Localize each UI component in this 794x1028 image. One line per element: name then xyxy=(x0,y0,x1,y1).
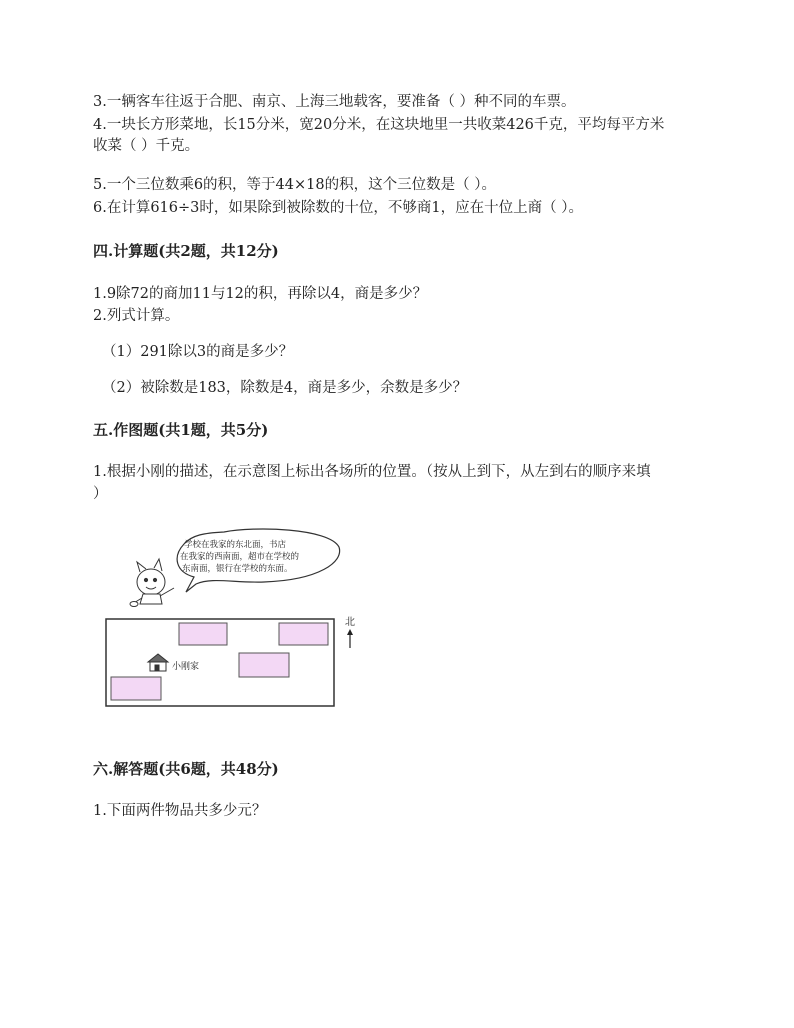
bubble-text-line2: 在我家的西南面，超市在学校的 xyxy=(180,552,300,562)
speech-bubble xyxy=(177,529,339,592)
answer-box-top-left xyxy=(179,623,227,645)
drawing-question-1-line2: ） xyxy=(93,486,108,502)
calc-question-1: 1.9除72的商加11与12的积，再除以4，商是多少？ xyxy=(93,286,428,302)
bubble-text-line3: 东南面，银行在学校的东面。 xyxy=(182,564,293,574)
north-arrow-icon xyxy=(347,629,353,648)
fill-question-6: 6.在计算616÷3时，如果除到被除数的十位，不够商1，应在十位上商（ ）。 xyxy=(93,200,583,216)
calc-question-2-part-1: （1）291除以3的商是多少？ xyxy=(102,344,294,360)
fill-question-3: 3.一辆客车往返于合肥、南京、上海三地载客，要准备（ ）种不同的车票。 xyxy=(93,94,576,110)
calc-question-2: 2.列式计算。 xyxy=(93,308,180,324)
answer-box-top-right xyxy=(279,623,328,645)
answer-question-1: 1.下面两件物品共多少元？ xyxy=(93,803,267,819)
answer-box-bottom-left xyxy=(111,677,161,700)
fill-question-5: 5.一个三位数乘6的积，等于44×18的积，这个三位数是（ ）。 xyxy=(93,177,496,193)
answer-box-middle xyxy=(239,653,289,677)
map-diagram xyxy=(104,522,374,712)
calc-question-2-part-2: （2）被除数是183，除数是4，商是多少，余数是多少？ xyxy=(102,380,468,396)
section-6-heading: 六.解答题(共6题，共48分) xyxy=(93,760,279,778)
home-label: 小刚家 xyxy=(172,662,200,672)
fill-question-4-line1: 4.一块长方形菜地，长15分米，宽20分米，在这块地里一共收菜426千克，平均每平方米 xyxy=(93,117,665,133)
fill-question-4-line2: 收菜（ ）千克。 xyxy=(93,138,200,154)
north-label: 北 xyxy=(345,617,355,628)
bubble-text-line1: 学校在我家的东北面，书店 xyxy=(184,540,287,550)
cartoon-boy-icon xyxy=(130,559,174,607)
section-4-heading: 四.计算题(共2题，共12分) xyxy=(93,242,279,260)
drawing-question-1-line1: 1.根据小刚的描述，在示意图上标出各场所的位置。（按从上到下，从左到右的顺序来填 xyxy=(93,464,651,480)
section-5-heading: 五.作图题(共1题，共5分) xyxy=(93,421,269,439)
